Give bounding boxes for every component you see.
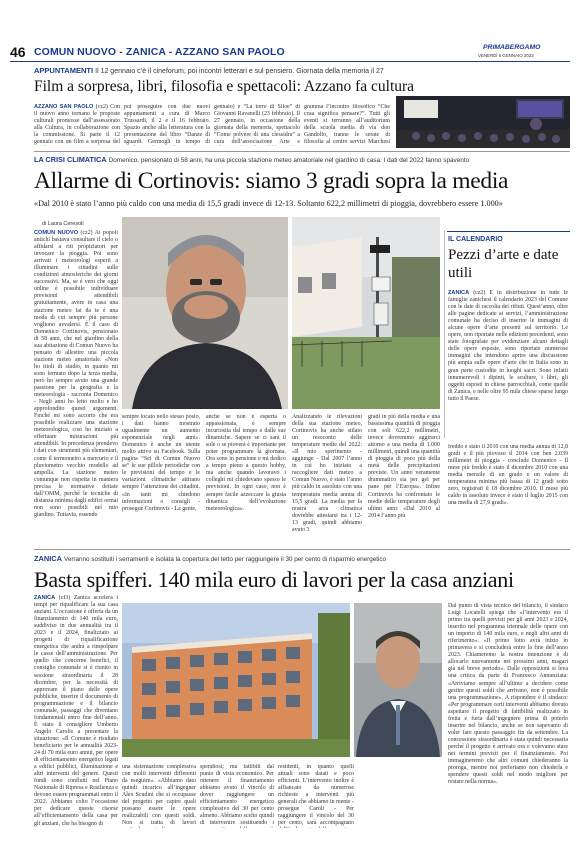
zanica-col-2: una sistemazione complessiva con molti interventi differenti da eseguire». «Abbiamo dato quindi incarico all’ingegner Alex Scudini che si occupasse del progetto per capire quali possano essere le opere realizzabili con questi soldi. Non si tratta di lavori — [122, 764, 196, 827]
crisi-col-2: sempre locato nello stesso posto, i dati hanno mostrato ugualmente un aumento esponenziale negli anni». Domenico è anche un utente molto attivo su Facebook. Sulla pagina “Sei di Comun Nuovo se” le sue pillole periodiche con le previsioni del tempo e le variazioni climatiche attirano sempre l’attenzione dei cittadini. «In tanti mi chiedono informazioni o consigli - prosegue Cortinovis - La gente, — [122, 414, 200, 512]
page-number: 46 — [10, 44, 26, 60]
weather-station-photo — [292, 217, 440, 409]
kicker-label: APPUNTAMENTI — [34, 66, 94, 75]
kicker-text: Domenico, pensionato di 58 anni, ha una piccola stazione meteo amatoriale nel giardino di casa. I dati del 2022 fanno spavento — [108, 157, 470, 164]
section-divider-1 — [34, 151, 570, 152]
crisi-kicker — [34, 155, 469, 164]
crisi-col-3: anche se non è esperta o appassionata, è sempre incuriosita dal tempo e dalle sue dinamiche. Sapere se ci sarà il sole o se pioverà è importante per poter programmare la giornata. Ora sono in pensione e mi dedico a tempo pieno a questo hobby, ma anche quando lavoravo i colleghi mi chiedevano spesso le previsioni. In ogni caso, non è sempre facile azzeccare la giusta dinamica dell’evoluzione meteorologica». — [206, 414, 286, 512]
calendario-top-rule — [447, 231, 570, 232]
section-title: COMUN NUOVO - ZANICA - AZZANO SAN PAOLO — [34, 46, 285, 58]
appuntamenti-col-4: gramma l’incontro filosofico “Che cosa significa pensare?”. Tutti gli eventi si terranno all’auditorium della scuola media di via don Gandolfo, tranne le serate di filosofia al centro servizi Marchesi — [304, 104, 390, 146]
appuntamenti-col-2: poi proseguire con due nuovi appuntamenti a cura di Marco Trussardi, il 2 e il 16 febbraio. Spazio anche alla letteratura con la presentazione del libro “Danze di sguardi. Germogli in tempo di — [124, 104, 210, 146]
zanica-col-5: Dal punto di vista tecnico del bilancio, il sindaco Luigi Locatelli spiega che «l’intervento era il primo tra quelli previsti per gli anni 2023 e 2024, inserito nel programma triennale delle opere con un importo di 140 mila euro, e negli altri anni di riferimento». «Il primo lotto avrà inizio in primavera e si concluderà entro la fine dell’anno 2023. Chiameremo la nostra intenzione è di allocarlo nuovamente nei prossimi anni, magari già nel breve periodo». Dalle opposizioni si leva una critica da parte di Francesco Annunziata: «Arriviamo sempre all’ultimo a decidere come gestire questi soldi che arrivano, non è possibile una programmazione». A rispondere è il sindaco: «Per programmare certi interventi abbiamo dovuto aspettare il progetto di fattibilità realizzato in fretta e furia dall’ingegnere prima di poterlo inserire nel bilancio, anche se non sapevamo di voler fare questo passaggio fin da settembre. La concessione straordinaria è stata quindi necessaria perché il progetto è arrivato ora e volevamo stare nei termini previsti per il finanziamento. Poi immagineremo che altri comuni chiederanno la proroga, mentre noi preferiamo non chiederla e spendere questi soldi nel modo migliore per restare nella norma». — [448, 603, 568, 786]
brand-logo: PRIMABERGAMO — [483, 44, 541, 51]
zanica-col-1: ZANICA (cf3) Zanica accelera i tempi per riqualificare la sua casa anziani. L’occasione è offerta da un finanziamento di 140 mila euro, suddiviso in due annualità tra il 2023 e il 2024, finalizzato ai progetti di riqualificazione energetica che andrà a rimpolpare le casse dell’amministrazione. Per quello che concerne benefici, il consiglio comunale si è riunito in sessione straordinaria il 28 dicembre, per la necessità di approvare il piano delle opere pubbliche, inserire il documento di programmazione e il bilancio comunale, passaggi che diventano fondamentali entro fine dell’anno. È stato il consigliere Umberto Angelo Carolis a presentare la situazione: «Il Comune è risultato beneficiario per le annualità 2023-24 di 70 mila euro annui, per opere di efficientamento energetico legati a edifici pubblici, illuminazione e altri interventi del genere. Questi fondi sono confluiti nel Piano Nazionale di Ripresa e Resilienza e devono essere programmati entro il 2022. Abbiamo colto l’occasione per dedicare queste risorse all’efficientamento della casa per gli anziani, che ha bisogno di — [34, 595, 118, 827]
crisi-headline: Allarme di Cortinovis: siamo 3 gradi sopra la media — [34, 168, 509, 194]
appuntamenti-headline: Film a sorpresa, libri, filosofia e spettacoli: Azzano fa cultura — [34, 78, 415, 95]
kicker-text: Verranno sostituiti i serramenti e isolata la copertura del tetto per raggiungere il 30 per cento di risparmio energetico — [63, 556, 386, 563]
kicker-text: Il 12 gennaio c’è il cineforum, poi incontri letterari e sul pensiero. Giornata della memoria il 27 — [95, 68, 384, 75]
kicker-label: LA CRISI CLIMATICA — [34, 155, 107, 164]
zanica-col-3: spendiosi; ma fattibili dal punto di vista economico. Per ottenere il finanziamento abbiamo avuto il vincolo di dover raggiungere un efficientamento energetico complessivo del 30 per cento almeno. Abbiamo scelto quindi di intervenire sostituendo i — [200, 764, 274, 827]
appuntamenti-kicker — [34, 66, 384, 75]
sidebar-rule — [444, 230, 445, 438]
calendario-kicker: IL CALENDARIO — [448, 236, 503, 243]
issue-date: VENERDÌ 6 GENNAIO 2023 — [478, 53, 534, 58]
calendario-headline: Pezzi d’arte e date utili — [448, 247, 559, 281]
mayor-portrait-photo — [354, 603, 442, 757]
section-divider-2 — [34, 549, 570, 550]
appuntamenti-col-1: AZZANO SAN PAOLO (cz2) Con il nuovo anno tornano le proposte culturali promosse dall’assessorato alla Cultura, in collaborazione con la commissione. Si parte il 12 gennaio con un film a sorpresa del — [34, 104, 120, 146]
kicker-label: ZANICA — [34, 554, 62, 563]
byline: di Laura Ceresoli — [42, 221, 84, 227]
cortinovis-portrait-photo — [122, 217, 288, 409]
zanica-col-4: residenti, in quanto quelli attuali sono datati e poco efficienti. L’intervento inoltre è affiancato da numerose richieste a interventi più generali che abbiamo in mente - prosegue Caroli - Per raggiungere il vincolo del 30 per cento, sarà accompagnato — [278, 764, 354, 827]
crisi-col-1: COMUN NUOVO (cz2) Ai popoli antichi bastava consultare il cielo o affidarsi a riti propiziatori per invocare la pioggia. Poi sono arrivati i meteorologi esperti a illuminare i cittadini sulle condizioni atmosferiche dei giorni successivi. Ma, se è vero che oggi online è possibile individuare previsioni attendibili gratuitamente, avere in casa una stazione meteo fai da te è una moda di cui sempre più persone vogliono avvalersi. È il caso di Domenico Cortinovis, pensionato di 58 anni, che nel giardino della sua abitazione di Comun Nuovo ha pensato di allestire una piccola stazione meteo amatoriale. «Non ho titoli di studio, in quanto mi sono fermato dopo la terza media, però ho sempre avuto una grande passione per la geografia e la meteorologia - racconta Domenico - Negli anni ho letto molto e ho approfondito questi argomenti. Finché mi sono accorto che era possibile realizzare una stazione meteorologica, così ho iniziato a effettuare misurazioni più attendibili. In precedenza prendevo i dati con strumenti più elementari, come il termometro a mercurio e il pluviometro vecchio modello ad ampolla. La stazione meteo comunque non rispetta in maniera precisa le normative dettate dall’OMM, perché le tecniche di distanza minima dagli edifici ormai non sono possibili nel mio giardino. Tuttavia, essendo — [34, 230, 118, 518]
crisi-col-6: freddo è stato il 2010 con una media annua di 12,8 gradi e il più piovoso il 2014 con ben 2.039 millimetri di pioggia - conclude Domenico - Il mese più freddo è stato il dicembre 2010 con una media mensile di un grado e un valore di temperatura minima più bassa di 12 gradi sotto zero, registrati il 18 dicembre 2010. Il mese più caldo in assoluto invece è stato il luglio 2015 con una media di 27,9 gradi». — [448, 444, 568, 507]
calendario-text: ZANICA (cz2) È in distribuzione in tutte le famiglie zanichesi il calendario 2023 del Comune con le date di raccolta dei rifiuti. Quest’anno, oltre alle pagine dedicate ai servizi, l’amministrazione comunale ha deciso di inserire le immagini di alcune opere d’arte presenti sul territorio. Le opere, non riportate nelle edizioni precedenti, sono state fotografate per evidenziare alcuni dettagli delle opere esposte, sono riportate numerose immagini che intendono aprire una discussione più ampia sulle opere d’arte che in Italia sono in gran parte custodite in luoghi sacri. Sono infatti innumerevoli i dipinti, le sculture, i libri, gli oggetti esposti in chiese parrocchiali, come quelle di Zanica, e nelle oltre 95 mila chiese sparse lungo tutto il Paese. — [448, 290, 568, 402]
crisi-col-5: gradi in più della media e una bassissima quantità di pioggia con soli 622,2 millimetri, invece dovremmo aggirarci attorno a una media di 1.000 millimetri, quindi una quantità di pioggia di poco più della metà delle precipitazioni previste. Un anno veramente drammatico sia per gel per pane per l’Europa». Infine Cortinovis ha confrontato le medie delle temperature degli ultimi anni: «Dal 2010 al 2014 l’anno più — [368, 414, 440, 519]
auditorium-photo — [396, 96, 570, 148]
casa-anziani-photo — [122, 603, 350, 757]
header-rule — [10, 61, 570, 62]
crisi-col-4: Analizzando le rilevazioni della sua stazione meteo, Cortinovis ha anche stilato un resoconto delle temperature medie del 2022: «Il mio sperimento - aggiunge - Dal 2007 l’anno in cui ho iniziato a raccogliere dati meteo a Comun Nuovo, è stato l’anno più caldo in assoluto con una temperatura media annua di 15,5 gradi. La media per la nostra area climatica dovrebbe attestarsi tra i 12-13 gradi, quindi abbiamo avuto 3 — [292, 414, 362, 533]
crisi-subhead: «Dal 2010 è stato l’anno più caldo con una media di 15,5 gradi invece di 12-13. Soltanto 622,2 millimetri di pioggia, dovrebbero essere 1.000» — [34, 199, 503, 208]
appuntamenti-col-3: gennaio) e “La torre di Siloe” di Giovanni Ravanelli (23 febbraio). Il 27 gennaio, in occasione della giornata della memoria, spettacolo “Come polvere di una clessidra” a cura dell’associazione Arte e — [214, 104, 300, 146]
zanica-kicker — [34, 554, 386, 563]
zanica-headline: Basta spifferi. 140 mila euro di lavori per la casa anziani — [34, 567, 514, 592]
